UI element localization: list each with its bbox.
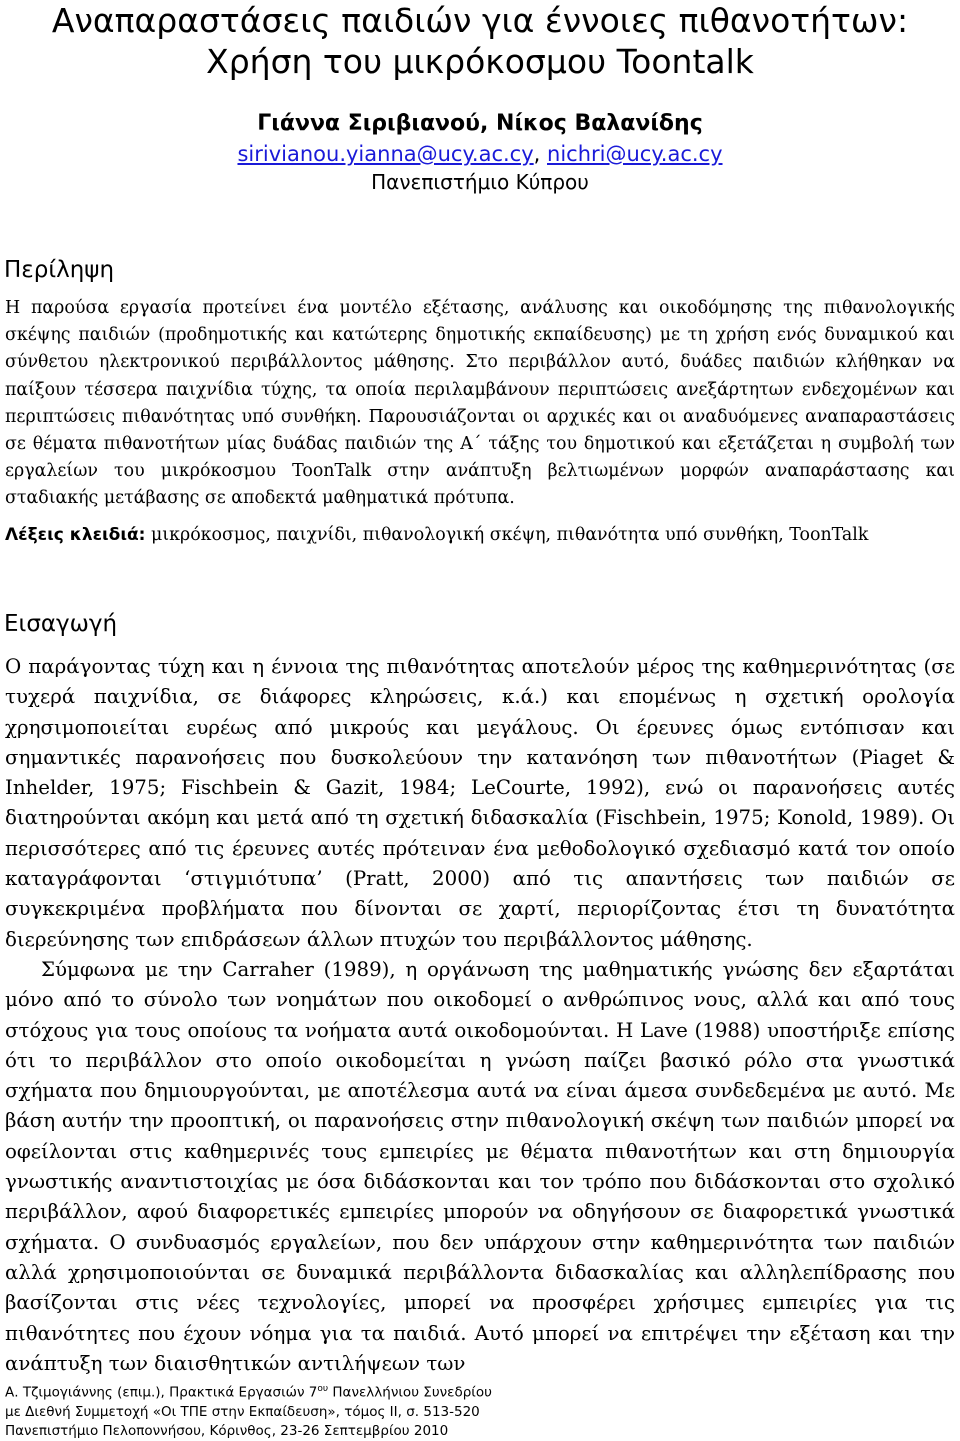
affiliation: Πανεπιστήμιο Κύπρου: [371, 170, 589, 194]
footer-line-1-text: Α. Τζιμογιάννης (επιμ.), Πρακτικά Εργασιών 7: [5, 1384, 318, 1401]
introduction-body: [5, 652, 955, 1379]
email-separator: ,: [533, 142, 548, 166]
footer-line-1: [5, 1380, 955, 1403]
email-link-sirivianou[interactable]: sirivianou.yianna@ucy.ac.cy: [237, 142, 534, 166]
title-line-1: Αναπαραστάσεις παιδιών για έννοιες πιθανοτήτων:: [51, 1, 909, 40]
abstract-text: Η παρούσα εργασία προτείνει ένα μοντέλο εξέτασης, ανάλυσης και οικοδόμησης της πιθανολογικής σκέψης παιδιών (προδημοτικής και κατώτερης δημοτικής εκπαίδευσης) με τη χρήση ενός δυναμικού και σύνθετου ηλεκτρονικού περιβάλλοντος μάθησης. Στο περιβάλλον αυτό, δυάδες παιδιών κλήθηκαν να παίξουν τέσσερα παιχνίδια τύχης, τα οποία περιλαμβάνουν περιπτώσεις ανεξάρτητων ενδεχομένων και περιπτώσεις πιθανότητας υπό συνθήκη. Παρουσιάζονται οι αρχικές και οι αναδυόμενες αναπαραστάσεις σε θέματα πιθανοτήτων μίας δυάδας παιδιών της Α΄ τάξης του δημοτικού και εξετάζεται η συμβολή των εργαλείων του μικρόκοσμου ToonTalk στην ανάπτυξη βελτιωμένων μορφών αναπαράστασης και σταδιακής μετάβασης σε αποδεκτά μαθηματικά πρότυπα.: [5, 298, 955, 509]
abstract-heading: Περίληψη: [4, 257, 115, 283]
title-line-2: Χρήση του μικρόκοσμου Toontalk: [206, 42, 754, 81]
keywords: [5, 521, 955, 549]
footer-ordinal: ου: [317, 1384, 329, 1394]
author-emails: [0, 140, 960, 168]
keywords-text: μικρόκοσμος, παιχνίδι, πιθανολογική σκέψη, πιθανότητα υπό συνθήκη, ToonTalk: [150, 525, 869, 545]
authors: Γιάννα Σιριβιανού, Νίκος Βαλανίδης: [257, 111, 703, 136]
proceedings-footer: [5, 1380, 955, 1441]
introduction-paragraph-2: Σύμφωνα με την Carraher (1989), η οργάνωση της μαθηματικής γνώσης δεν εξαρτάται μόνο από το σύνολο των νοημάτων που οικοδομεί ο ανθρώπινος νους, αλλά και από τους στόχους για τους οποίους τα νοήματα αυτά οικοδομούνται. Η Lave (1988) υποστήριξε επίσης ότι το περιβάλλον στο οποίο οικοδομείται η γνώση παίζει βασικό ρόλο στα γνωστικά σχήματα που δημιουργούνται, με αποτέλεσμα αυτά να είναι άμεσα συνδεδεμένα με αυτό. Με βάση αυτήν την προοπτική, οι παρανοήσεις στην πιθανολογική σκέψη των παιδιών μπορεί να οφείλονται στις καθημερινές τους εμπειρίες με θέματα πιθανοτήτων και στη δημιουργία γνωστικής αναντιστοιχίας με όσα διδάσκονται και τον τρόπο που διδάσκονται στο σχολικό περιβάλλον, αφού διαφορετικές εμπειρίες μπορούν να οδηγήσουν σε διαφορετικά γνωστικά σχήματα. Ο συνδυασμός εργαλείων, που δεν υπάρχουν στην καθημερινότητα των παιδιών αλλά χρησιμοποιούνται σε δυναμικά περιβάλλοντα διδασκαλίας και αλληλεπίδρασης που βασίζονται στις νέες τεχνολογίες, μπορεί να προσφέρει χρήσιμες εμπειρίες για τις πιθανότητες που έχουν νόημα για τα παιδιά. Αυτό μπορεί να επιτρέψει την εξέταση και την ανάπτυξη των διαισθητικών αντιλήψεων των: [5, 957, 955, 1375]
footer-line-2: με Διεθνή Συμμετοχή «Οι ΤΠΕ στην Εκπαίδευση», τόμος ΙΙ, σ. 513-520: [5, 1403, 480, 1420]
introduction-heading: Εισαγωγή: [4, 611, 118, 637]
keywords-label: Λέξεις κλειδιά:: [5, 525, 146, 545]
introduction-paragraph-1: Ο παράγοντας τύχη και η έννοια της πιθανότητας αποτελούν μέρος της καθημερινότητας (σε τυχερά παιχνίδια, σε διάφορες κληρώσεις, κ.ά.) και επομένως η σχετική ορολογία χρησιμοποιείται ευρέως από μικρούς και μεγάλους. Οι έρευνες όμως εντόπισαν και σημαντικές παρανοήσεις που δυσκολεύουν την κατανόηση των πιθανοτήτων (Piaget & Inhelder, 1975; Fischbein & Gazit, 1984; LeCourte, 1992), ενώ οι παρανοήσεις αυτές διατηρούνται ακόμη και μετά από τη σχετική διδασκαλία (Fischbein, 1975; Konold, 1989). Οι περισσότερες από τις έρευνες αυτές πρότειναν ένα μεθοδολογικό σχεδιασμό κατά τον οποίο καταγράφονται ‘στιγμιότυπα’ (Pratt, 2000) από τις απαντήσεις των παιδιών σε συγκεκριμένα προβλήματα που δίνονται σε χαρτί, περιορίζοντας έτσι τη δυνατότητα διερεύνησης των επιδράσεων άλλων πτυχών του περιβάλλοντος μάθησης.: [5, 655, 955, 951]
footer-line-1-text-end: Πανελλήνιου Συνεδρίου: [328, 1384, 492, 1401]
paper-title: [0, 0, 960, 82]
email-link-nichri[interactable]: nichri@ucy.ac.cy: [547, 142, 723, 166]
footer-line-3: Πανεπιστήμιο Πελοποννήσου, Κόρινθος, 23-26 Σεπτεμβρίου 2010: [5, 1422, 449, 1439]
